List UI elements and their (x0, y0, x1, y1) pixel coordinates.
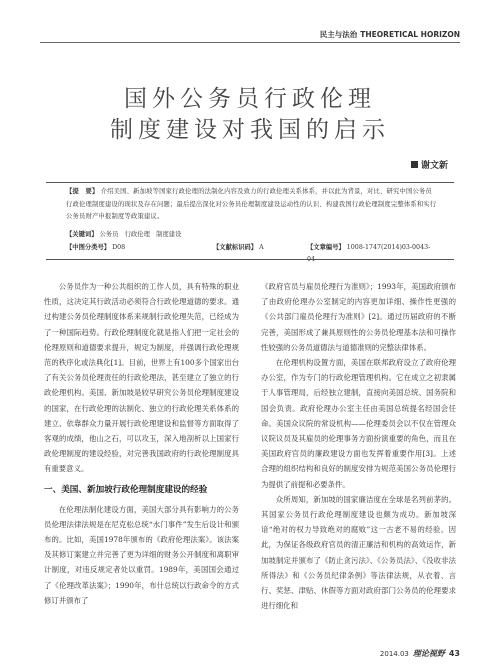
classification-label: 【中图分类号】 (66, 243, 111, 251)
author-square-icon (411, 161, 418, 168)
body-paragraph: 众所周知，新加坡的国家廉洁度在全球是名列前茅的。其国家公务员行政伦理制度建设也颇为成功。新加坡深谙“绝对的权力导致绝对的腐败”这一古老不易的经验。因此，为保证各级政府官员的清正廉洁和机构的高效运作，新加坡制定并颁布了《防止贪污法》、《公务员法》、《没收非法所得法》和《公务员纪律条例》等法律法规，从衣着、言行、奖惩、津贴、休假等方面对政府部门公务员的伦理要求进行细化和 (261, 494, 456, 611)
abstract-top-rule (46, 182, 454, 183)
body-paragraph: 《政府官员与雇员伦理行为准则》；1993年，美国政府颁布了由政府伦理办公室制定的内容更加详细、操作性更强的《公共部门雇员伦理行为准则》[2]。通过历届政府的不断完善，美国形成了兼具原则性的公务员伦理基本法和可操作性较强的公务员道德法与道德准则的完整法律体系。 (261, 282, 456, 352)
page-footer (380, 648, 460, 659)
header-divider (40, 42, 460, 43)
article-number-value: 1008-1747(2014)03-0043- (346, 243, 431, 251)
keywords-label: 【关键词】 (66, 231, 98, 238)
body-column-right (261, 279, 456, 613)
journal-name: 理论视野 (412, 649, 445, 658)
article-title-line1: 国外公务员行政伦理 (124, 86, 376, 112)
abstract-text: 介绍美国、新加坡等国家行政伦理的法制化内容及致力的行政伦理关系体系，并以此为背景，对比、研究中国公务员行政伦理制度建设的现状及存在问题；最后提出深化对公务员伦理制度建设运动性的认识、构建我国行政伦理制度完整体系和实行公务员财产申报制度等政策建议。 (66, 188, 437, 220)
body-paragraph: 在伦理法制化建设方面，美国大部分具有影响力的公务员伦理法律法规是在尼克松总统“水门事件”发生后设计和颁布的。比如，美国1978年颁布的《政府伦理法案》。该法案及其修订案建立并完善了更为详细的财务公开制度和离职审计制度，对违反规定者处以重罚。1989年，美国国会通过了《伦理改革法案》；1990年，布什总统以行政命令的方式修订并颁布了 (44, 504, 239, 605)
author-byline (411, 158, 448, 171)
keywords-text: 公务员 行政伦理 制度建设 (99, 231, 182, 238)
keywords-row (66, 229, 438, 242)
article-title-line2: 制度建设对我国的启示 (110, 117, 390, 143)
journal-section-header (320, 29, 460, 40)
abstract-bottom-rule (46, 259, 454, 260)
section-title-en: THEORETICAL HORIZON (360, 30, 460, 39)
body-paragraph: 在伦理机构设置方面，美国在联邦政府设立了政府伦理办公室，作为专门的行政伦理管理机构。它在成立之初隶属于人事管理局，后经独立建制，直接向美国总统、国务院和国会负责。政府伦理办公室主任由美国总统提名经国会任命。美国众议院的常设机构——伦理委员会以不仅在管理众议院议员及其雇员的伦理事务方面扮演重要的角色，而且在美国政府官员的廉政建设方面也发挥着重要作用[3]。上述合理的组织结构和良好的制度安排为规范美国公务员伦理行为提供了前提和必要条件。 (261, 358, 456, 489)
issue-number: 2014.03 (379, 649, 409, 658)
abstract-label: 【提 要】 (66, 188, 99, 195)
author-name: 谢文新 (420, 161, 448, 171)
body-paragraph: 公务员作为一种公共组织的工作人员，具有特殊的职业性质，这决定其行政活动必须符合行政伦理道德的要求。通过构建公务员伦理制度体系来规制行政伦理失范，已经成为了一种国际趋势。行政伦理制度化就是指人们把一定社会的伦理原则和道德要求提升，规定为制度，并强调行政伦理规范的秩序化或法典化[1]。目前，世界上有100多个国家出台了有关公务员伦理责任的行政伦理法，甚至建立了独立的行政伦理机构。美国、新加坡是较早研究公务员伦理制度建设的国家，在行政伦理的法制化、独立的行政伦理关系体系的建立、依靠群众力量开展行政伦理建设和监督等方面取得了客观的成绩，他山之石，可以攻玉，深入地剖析以上国家行政伦理制度的建设经验，对完善我国政府的行政伦理制度具有重要意义。 (44, 282, 239, 474)
doc-code-label: 【文献标识码】 (213, 243, 258, 251)
body-column-left (44, 279, 239, 608)
classification-value: D08 (112, 243, 126, 251)
article-meta (66, 229, 438, 254)
article-number-label: 【文章编号】 (307, 243, 345, 251)
doc-code-value: A (259, 243, 264, 251)
doc-code (213, 242, 264, 255)
section-heading: 一、美国、新加坡行政伦理制度建设的经验 (44, 484, 208, 495)
section-title-cn: 民主与法治 (319, 30, 358, 39)
article-number (307, 242, 438, 267)
page-number: 43 (448, 649, 460, 658)
abstract-block (66, 186, 438, 224)
